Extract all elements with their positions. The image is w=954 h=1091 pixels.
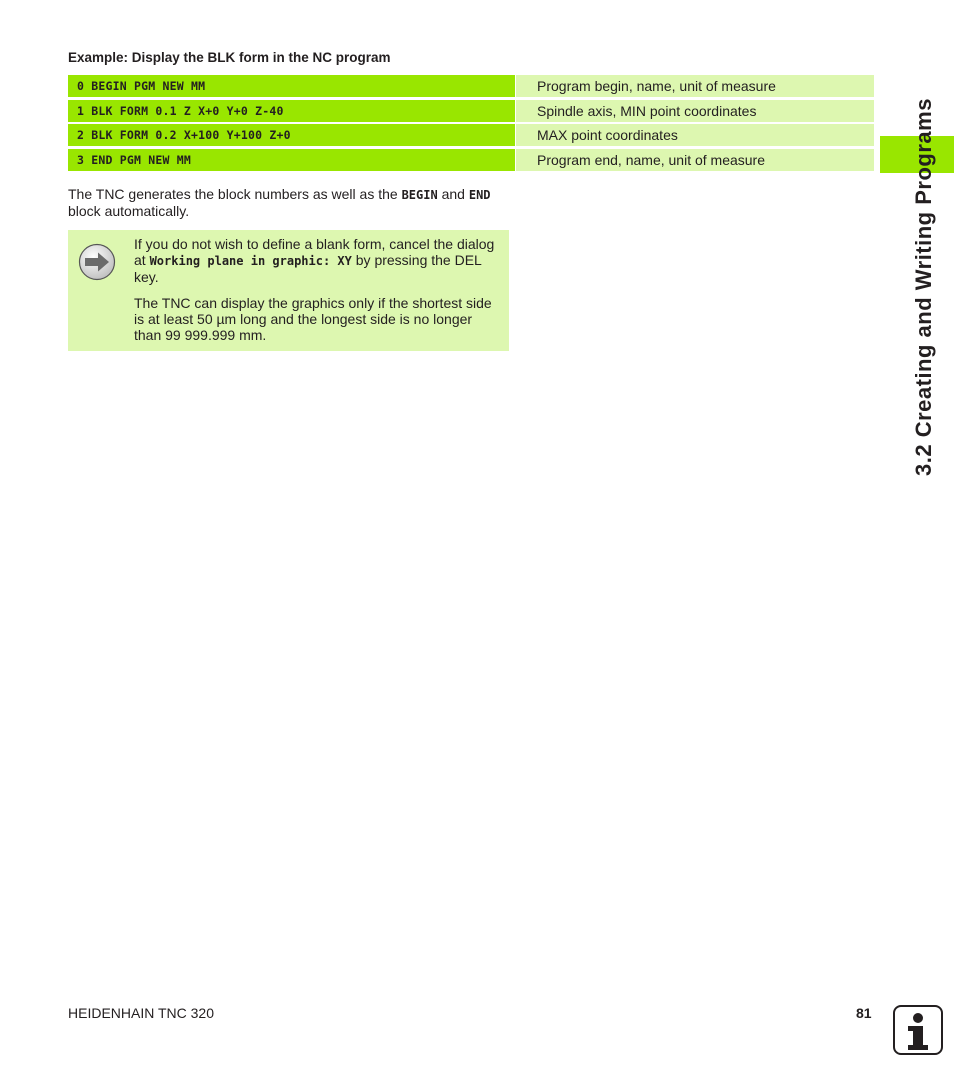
keyword-begin: BEGIN [401, 188, 438, 202]
note-text [134, 236, 502, 353]
note-text-part: If you do not wish to define a blank form, cancel the dialog at [134, 236, 495, 268]
dialog-code: Working plane in graphic: XY [149, 254, 352, 268]
nc-code: 0 BEGIN PGM NEW MM [68, 75, 515, 97]
nc-program-table [68, 75, 874, 173]
info-icon [893, 1005, 943, 1055]
note-paragraph [134, 236, 502, 285]
section-side-title: 3.2 Creating and Writing Programs [911, 98, 936, 476]
nc-code: 2 BLK FORM 0.2 X+100 Y+100 Z+0 [68, 124, 515, 146]
note-box [68, 230, 509, 351]
nc-row [68, 149, 874, 171]
nc-description: Program begin, name, unit of measure [516, 75, 874, 97]
nc-description: MAX point coordinates [516, 124, 874, 146]
note-paragraph: The TNC can display the graphics only if the shortest side is at least 50 µm long and the longest side is no longer than 99 999.999 mm. [134, 295, 492, 343]
footer-product: HEIDENHAIN TNC 320 [68, 1005, 215, 1021]
nc-description: Program end, name, unit of measure [516, 149, 874, 171]
nc-row [68, 75, 874, 97]
body-paragraph [68, 186, 518, 219]
page-number: 81 [856, 1005, 872, 1021]
paragraph-text: The TNC generates the block numbers as well as the [68, 186, 402, 202]
nc-code: 3 END PGM NEW MM [68, 149, 515, 171]
note-text-part: by pressing the DEL key. [134, 252, 482, 285]
nc-description: Spindle axis, MIN point coordinates [516, 100, 874, 122]
arrow-right-icon [78, 243, 116, 281]
keyword-end: END [468, 188, 491, 202]
example-heading: Example: Display the BLK form in the NC program [68, 50, 391, 65]
paragraph-text: block automatically. [68, 203, 190, 219]
nc-row [68, 100, 874, 122]
nc-row [68, 124, 874, 146]
paragraph-text: and [437, 186, 469, 202]
nc-code: 1 BLK FORM 0.1 Z X+0 Y+0 Z-40 [68, 100, 515, 122]
